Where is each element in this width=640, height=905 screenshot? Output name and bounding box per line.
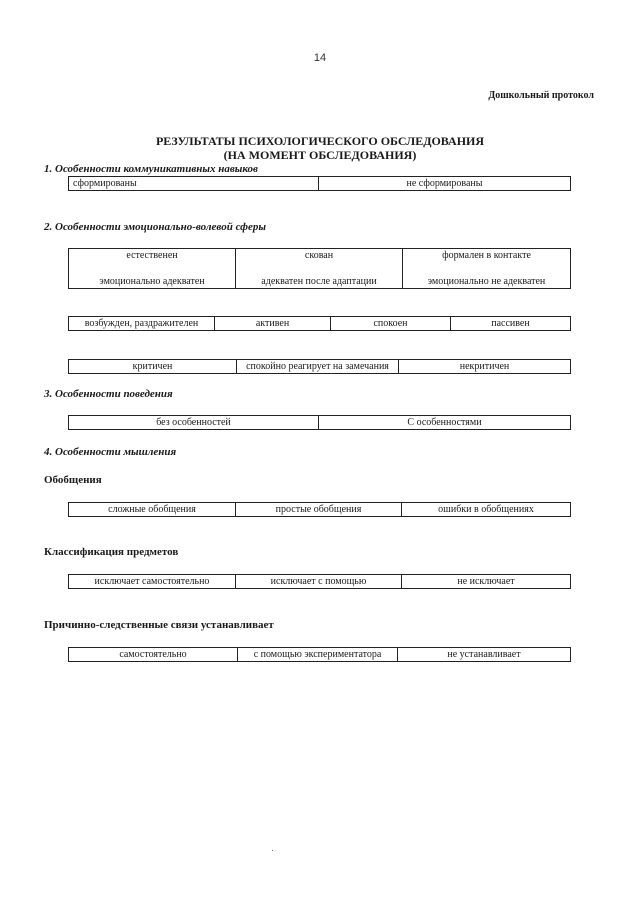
generalization-table bbox=[68, 502, 571, 517]
page-title: РЕЗУЛЬТАТЫ ПСИХОЛОГИЧЕСКОГО ОБСЛЕДОВАНИЯ bbox=[155, 134, 485, 148]
classification-heading: Классификация предметов bbox=[44, 546, 179, 558]
option-passive[interactable]: пассивен bbox=[451, 317, 571, 331]
option-no-peculiarities[interactable]: без особенностей bbox=[69, 416, 319, 430]
option-does-not-establish[interactable]: не устанавливает bbox=[398, 648, 571, 662]
page-number: 14 bbox=[313, 52, 327, 64]
generalization-heading: Обобщения bbox=[44, 474, 102, 486]
page-subtitle: (НА МОМЕНТ ОБСЛЕДОВАНИЯ) bbox=[223, 148, 417, 162]
option-excludes-with-help[interactable]: исключает с помощью bbox=[236, 575, 402, 589]
option-generalization-errors[interactable]: ошибки в обобщениях bbox=[402, 503, 571, 517]
section1-heading: 1. Особенности коммуникативных навыков bbox=[44, 163, 258, 175]
option-complex-generalizations[interactable]: сложные обобщения bbox=[69, 503, 236, 517]
emotional-sphere-table bbox=[68, 248, 571, 289]
option-natural[interactable]: естественен bbox=[126, 250, 178, 261]
criticality-table bbox=[68, 359, 571, 374]
option-with-experimenter-help[interactable]: с помощью экспериментатора bbox=[238, 648, 398, 662]
option-excludes-independently[interactable]: исключает самостоятельно bbox=[69, 575, 236, 589]
causal-relations-table bbox=[68, 647, 571, 662]
option-excited-irritable[interactable]: возбужден, раздражителен bbox=[69, 317, 215, 331]
option-not-formed[interactable]: не сформированы bbox=[319, 177, 571, 191]
option-simple-generalizations[interactable]: простые обобщения bbox=[236, 503, 402, 517]
option-does-not-exclude[interactable]: не исключает bbox=[402, 575, 571, 589]
emotion-option-constrained[interactable] bbox=[236, 249, 403, 289]
option-reacts-calmly-to-remarks[interactable]: спокойно реагирует на замечания bbox=[237, 360, 399, 374]
option-emotionally-adequate[interactable]: эмоционально адекватен bbox=[99, 276, 205, 287]
option-active[interactable]: активен bbox=[215, 317, 331, 331]
section2-heading: 2. Особенности эмоционально-волевой сферы bbox=[44, 221, 267, 233]
option-independently[interactable]: самостоятельно bbox=[69, 648, 238, 662]
protocol-label: Дошкольный протокол bbox=[488, 90, 594, 101]
behavior-table bbox=[68, 415, 571, 430]
emotion-option-formal[interactable] bbox=[403, 249, 571, 289]
option-constrained[interactable]: скован bbox=[304, 250, 334, 261]
causal-relations-heading: Причинно-следственные связи устанавливает bbox=[44, 619, 274, 631]
option-critical[interactable]: критичен bbox=[69, 360, 237, 374]
option-uncritical[interactable]: некритичен bbox=[399, 360, 571, 374]
emotion-option-natural[interactable] bbox=[69, 249, 236, 289]
option-formed[interactable]: сформированы bbox=[69, 177, 319, 191]
option-adequate-after-adaptation[interactable]: адекватен после адаптации bbox=[261, 276, 377, 287]
classification-table bbox=[68, 574, 571, 589]
option-with-peculiarities[interactable]: С особенностями bbox=[319, 416, 571, 430]
activity-level-table bbox=[68, 316, 571, 331]
section4-heading: 4. Особенности мышления bbox=[44, 446, 177, 458]
option-emotionally-inadequate[interactable]: эмоционально не адекватен bbox=[427, 276, 546, 287]
section3-heading: 3. Особенности поведения bbox=[44, 388, 173, 400]
communication-skills-table bbox=[68, 176, 571, 191]
page-mark bbox=[272, 850, 273, 851]
option-calm[interactable]: спокоен bbox=[331, 317, 451, 331]
option-formal-in-contact[interactable]: формален в контакте bbox=[442, 250, 531, 261]
